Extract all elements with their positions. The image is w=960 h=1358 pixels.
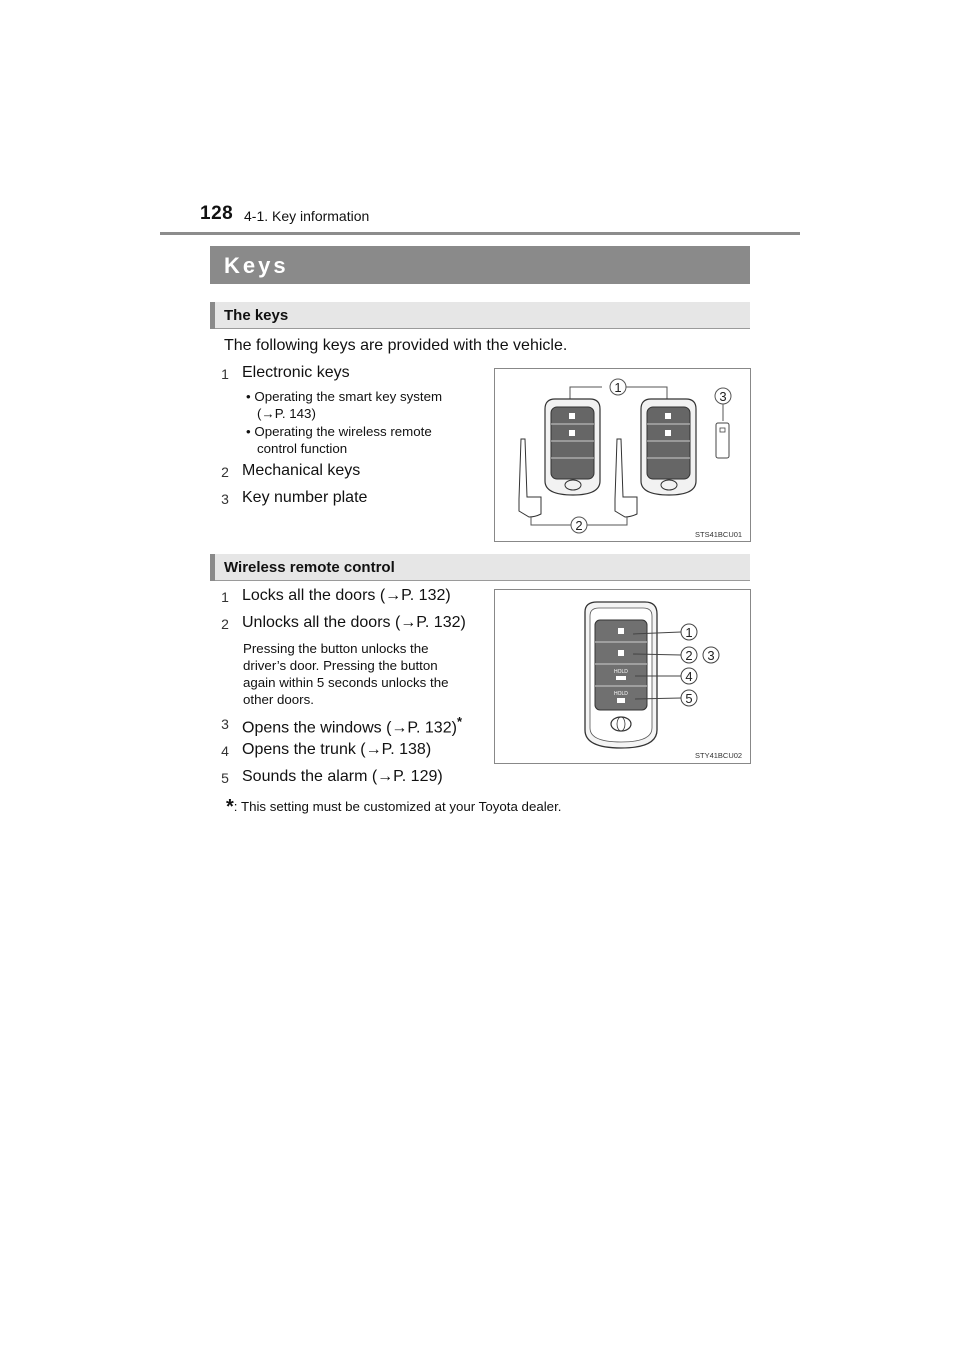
figure-keys [494, 368, 751, 542]
callout-2: 2 [685, 648, 693, 663]
item-windows [242, 714, 462, 737]
asterisk-mark: * [456, 714, 462, 729]
subheading-the-keys [210, 302, 750, 329]
header-rule [160, 232, 800, 235]
item-number: 3 [221, 491, 229, 507]
bullet-line: • Operating the smart key system [246, 389, 443, 404]
callout-3: 3 [707, 648, 715, 663]
item-number: 3 [221, 716, 229, 732]
callout-3: 3 [719, 389, 727, 404]
callout-5: 5 [685, 691, 693, 706]
item-number: 2 [221, 616, 229, 632]
unlock-note [243, 640, 480, 708]
item-key-number-plate: Key number plate [242, 489, 368, 506]
hold-label: HOLD [614, 691, 628, 697]
item-lock: Locks all the doors (→P. 132) [242, 587, 451, 604]
item-number: 4 [221, 743, 229, 759]
figure-remote [494, 589, 751, 764]
subheading-text: The keys [224, 307, 289, 324]
subheading-marker [210, 554, 215, 581]
callout-2: 2 [575, 518, 583, 533]
electronic-key-right [641, 399, 696, 495]
bullet-line: (→P. 143) [257, 406, 316, 421]
page-number: 128 [200, 203, 234, 224]
callout-1: 1 [614, 380, 622, 395]
item-mechanical-keys: Mechanical keys [242, 462, 361, 479]
item-number: 2 [221, 464, 229, 480]
subheading-text: Wireless remote control [224, 559, 395, 576]
bullet-line: • Operating the wireless remote [246, 424, 432, 439]
item-number: 1 [221, 366, 229, 382]
footnote-text: : This setting must be customized at your Toyota dealer. [233, 799, 562, 814]
item-number: 5 [221, 770, 229, 786]
item-number: 1 [221, 589, 229, 605]
item-alarm: Sounds the alarm (→P. 129) [242, 768, 443, 785]
subheading-marker [210, 302, 215, 329]
mechanical-key-right [615, 439, 637, 517]
electronic-key-left [545, 399, 600, 495]
item-text: Opens the windows (→P. 132) [242, 719, 457, 737]
item-unlock: Unlocks all the doors (→P. 132) [242, 614, 466, 631]
section-title: 4-1. Key information [244, 208, 370, 224]
footnote-mark: * [226, 796, 234, 818]
title-bar [210, 246, 750, 284]
item-electronic-keys: Electronic keys [242, 364, 350, 381]
bullet-line: control function [257, 441, 348, 456]
figure-code: STS41BCU01 [695, 530, 743, 539]
note-line: driver’s door. Pressing the button [243, 658, 438, 673]
bullet-smart-key [246, 388, 480, 422]
figure-code: STY41BCU02 [695, 751, 743, 760]
callout-4: 4 [685, 669, 693, 684]
item-trunk: Opens the trunk (→P. 138) [242, 741, 432, 758]
note-line: other doors. [243, 692, 314, 707]
subheading-wireless-remote [210, 554, 750, 581]
hold-label: HOLD [614, 669, 628, 675]
bullet-wireless-remote [246, 423, 480, 457]
remote-illustration [495, 590, 750, 763]
intro-text: The following keys are provided with the vehicle. [224, 337, 568, 354]
mechanical-key-left [519, 439, 541, 517]
callout-1: 1 [685, 625, 693, 640]
keys-illustration [495, 369, 750, 541]
page-title: Keys [224, 253, 289, 278]
note-line: again within 5 seconds unlocks the [243, 675, 449, 690]
footnote [226, 796, 561, 819]
note-line: Pressing the button unlocks the [243, 641, 429, 656]
